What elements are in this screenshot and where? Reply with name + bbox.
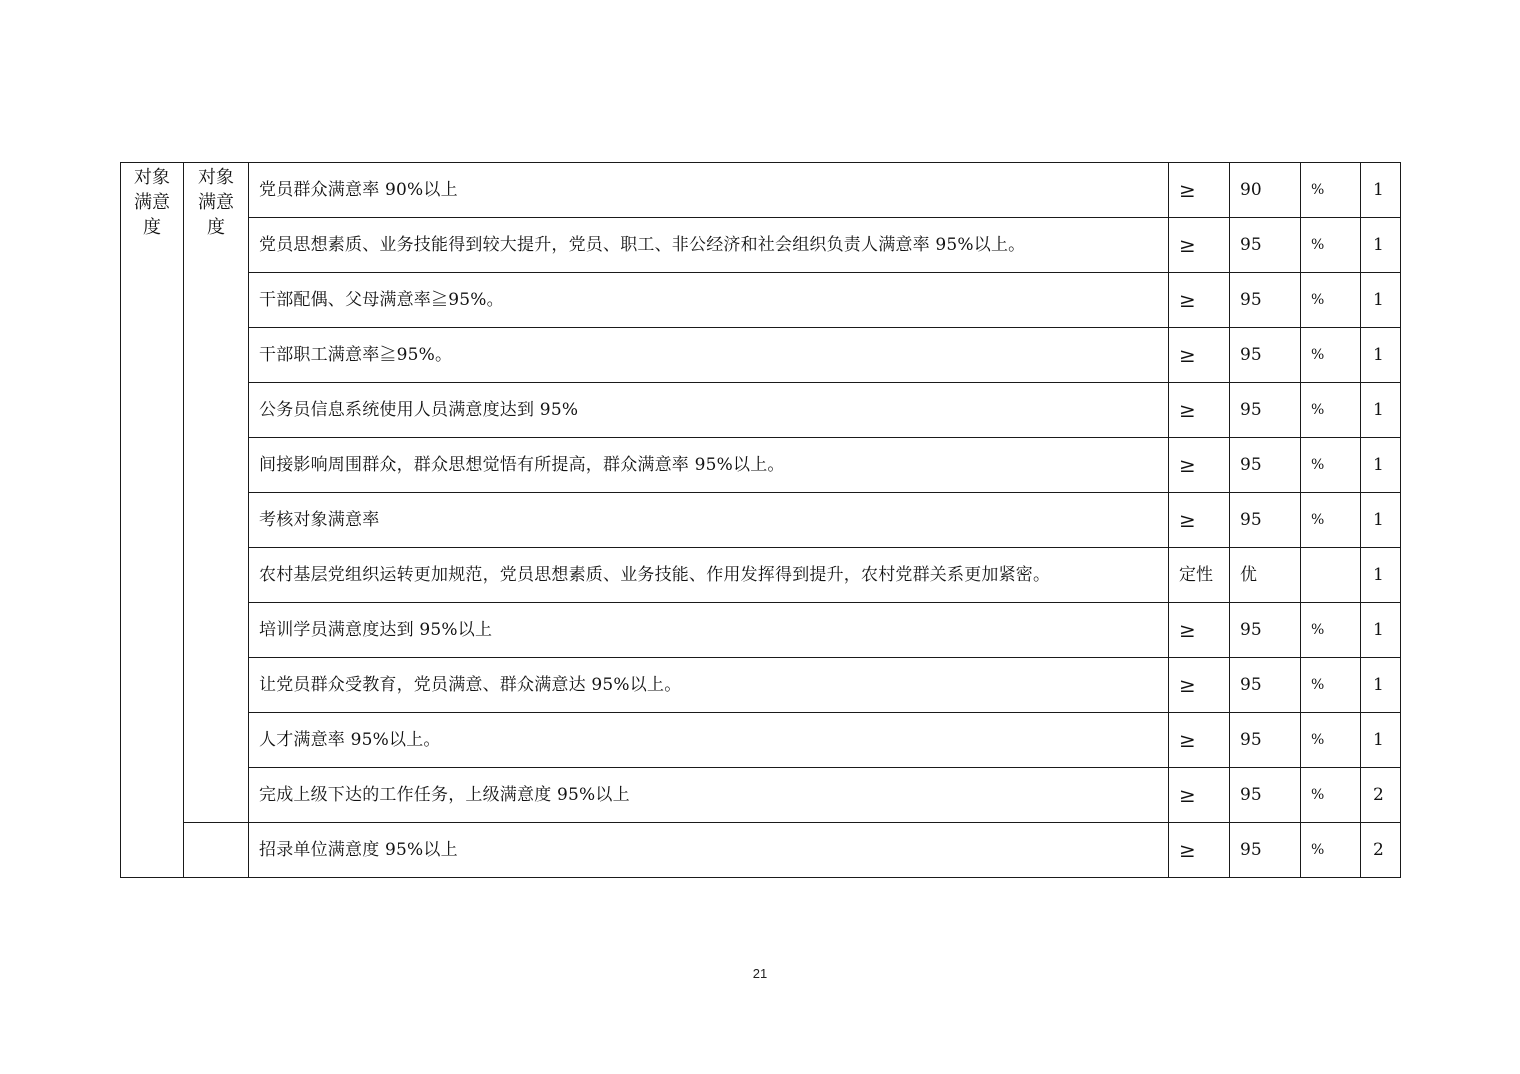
page-number: 21 xyxy=(752,966,768,981)
indicator-cell: 考核对象满意率 xyxy=(249,493,1169,548)
operator-cell: ≥ xyxy=(1169,163,1230,218)
operator-cell: ≥ xyxy=(1169,823,1230,878)
target-value-cell: 95 xyxy=(1230,768,1301,823)
empty-subcategory-cell xyxy=(184,823,249,878)
unit-cell: % xyxy=(1301,493,1361,548)
operator-cell: ≥ xyxy=(1169,328,1230,383)
operator-cell: ≥ xyxy=(1169,713,1230,768)
target-value-cell: 95 xyxy=(1230,658,1301,713)
unit-cell: % xyxy=(1301,438,1361,493)
table-row xyxy=(121,768,1401,823)
indicator-cell: 党员思想素质、业务技能得到较大提升，党员、职工、非公经济和社会组织负责人满意率 95%以上。 xyxy=(249,218,1169,273)
score-cell: 1 xyxy=(1361,218,1401,273)
unit-cell: % xyxy=(1301,328,1361,383)
target-value-cell: 95 xyxy=(1230,823,1301,878)
table-row xyxy=(121,438,1401,493)
operator-cell: 定性 xyxy=(1169,548,1230,603)
indicator-cell: 招录单位满意度 95%以上 xyxy=(249,823,1169,878)
operator-cell: ≥ xyxy=(1169,603,1230,658)
indicator-cell: 让党员群众受教育，党员满意、群众满意达 95%以上。 xyxy=(249,658,1169,713)
table-row xyxy=(121,163,1401,218)
table-row xyxy=(121,548,1401,603)
indicator-cell: 间接影响周围群众，群众思想觉悟有所提高，群众满意率 95%以上。 xyxy=(249,438,1169,493)
performance-indicator-table xyxy=(120,162,1401,878)
target-value-cell: 95 xyxy=(1230,218,1301,273)
unit-cell xyxy=(1301,548,1361,603)
operator-cell: ≥ xyxy=(1169,273,1230,328)
table-row xyxy=(121,713,1401,768)
target-value-cell: 95 xyxy=(1230,603,1301,658)
operator-cell: ≥ xyxy=(1169,383,1230,438)
subcategory-label: 对象满意度 xyxy=(198,167,234,238)
score-cell: 1 xyxy=(1361,163,1401,218)
table-row xyxy=(121,383,1401,438)
target-value-cell: 95 xyxy=(1230,383,1301,438)
indicator-cell: 公务员信息系统使用人员满意度达到 95% xyxy=(249,383,1169,438)
table-row xyxy=(121,328,1401,383)
target-value-cell: 95 xyxy=(1230,713,1301,768)
table-row xyxy=(121,658,1401,713)
table-row xyxy=(121,273,1401,328)
score-cell: 1 xyxy=(1361,383,1401,438)
score-cell: 1 xyxy=(1361,273,1401,328)
target-value-cell: 95 xyxy=(1230,438,1301,493)
unit-cell: % xyxy=(1301,603,1361,658)
score-cell: 2 xyxy=(1361,768,1401,823)
unit-cell: % xyxy=(1301,383,1361,438)
operator-cell: ≥ xyxy=(1169,493,1230,548)
unit-cell: % xyxy=(1301,713,1361,768)
indicator-cell: 完成上级下达的工作任务，上级满意度 95%以上 xyxy=(249,768,1169,823)
category-cell xyxy=(121,163,184,878)
score-cell: 1 xyxy=(1361,603,1401,658)
operator-cell: ≥ xyxy=(1169,658,1230,713)
score-cell: 1 xyxy=(1361,438,1401,493)
unit-cell: % xyxy=(1301,273,1361,328)
score-cell: 1 xyxy=(1361,493,1401,548)
subcategory-cell xyxy=(184,163,249,823)
table-row xyxy=(121,493,1401,548)
unit-cell: % xyxy=(1301,163,1361,218)
indicator-cell: 干部职工满意率≧95%。 xyxy=(249,328,1169,383)
table-row xyxy=(121,218,1401,273)
category-label: 对象满意度 xyxy=(134,167,170,238)
indicator-cell: 培训学员满意度达到 95%以上 xyxy=(249,603,1169,658)
indicator-cell: 农村基层党组织运转更加规范，党员思想素质、业务技能、作用发挥得到提升，农村党群关系更加紧密。 xyxy=(249,548,1169,603)
indicator-cell: 人才满意率 95%以上。 xyxy=(249,713,1169,768)
indicator-cell: 党员群众满意率 90%以上 xyxy=(249,163,1169,218)
score-cell: 1 xyxy=(1361,548,1401,603)
unit-cell: % xyxy=(1301,768,1361,823)
score-cell: 1 xyxy=(1361,328,1401,383)
operator-cell: ≥ xyxy=(1169,218,1230,273)
operator-cell: ≥ xyxy=(1169,768,1230,823)
table-row xyxy=(121,603,1401,658)
target-value-cell: 90 xyxy=(1230,163,1301,218)
indicator-cell: 干部配偶、父母满意率≧95%。 xyxy=(249,273,1169,328)
score-cell: 1 xyxy=(1361,713,1401,768)
target-value-cell: 95 xyxy=(1230,493,1301,548)
unit-cell: % xyxy=(1301,658,1361,713)
score-cell: 2 xyxy=(1361,823,1401,878)
target-value-cell: 优 xyxy=(1230,548,1301,603)
unit-cell: % xyxy=(1301,218,1361,273)
operator-cell: ≥ xyxy=(1169,438,1230,493)
target-value-cell: 95 xyxy=(1230,328,1301,383)
unit-cell: % xyxy=(1301,823,1361,878)
target-value-cell: 95 xyxy=(1230,273,1301,328)
score-cell: 1 xyxy=(1361,658,1401,713)
table-row xyxy=(121,823,1401,878)
